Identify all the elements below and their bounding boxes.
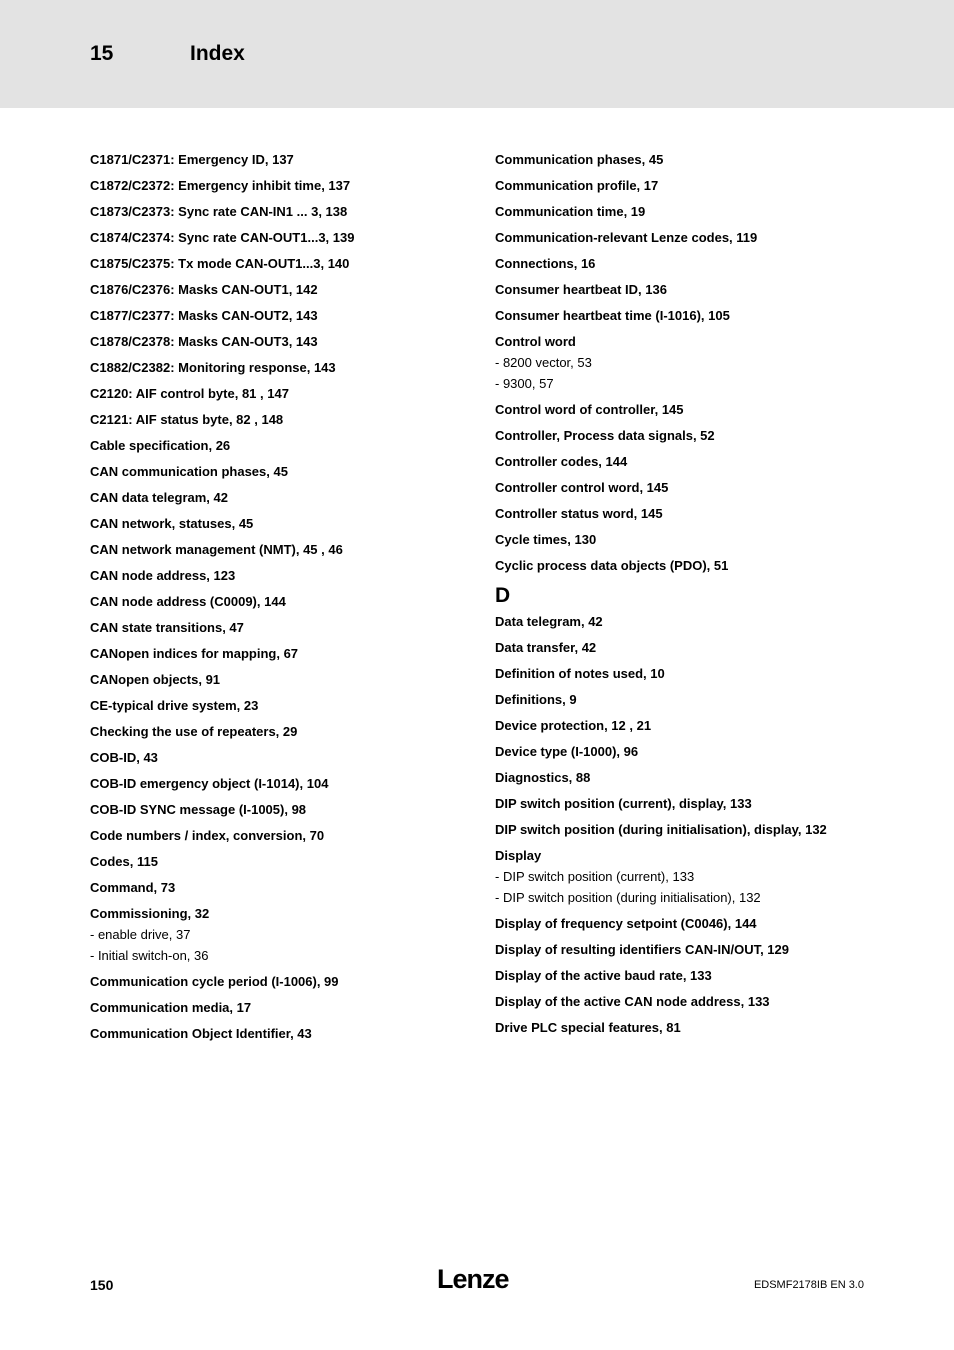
index-entry bbox=[495, 151, 895, 169]
index-entry bbox=[90, 593, 480, 611]
index-entry bbox=[495, 993, 895, 1011]
index-entry-term: C1878/C2378: Masks CAN-OUT3, 143 bbox=[90, 334, 318, 349]
index-entry bbox=[495, 639, 895, 657]
index-subentry: - enable drive, 37 bbox=[90, 927, 191, 942]
index-entry bbox=[495, 1019, 895, 1037]
index-entry bbox=[495, 613, 895, 631]
index-entry bbox=[495, 915, 895, 933]
index-entry-term: Diagnostics, 88 bbox=[495, 770, 591, 785]
index-entry bbox=[90, 333, 480, 351]
index-entry bbox=[495, 255, 895, 273]
index-entry-term: Drive PLC special features, 81 bbox=[495, 1020, 681, 1035]
index-entry-term: DIP switch position (during initialisation), display, 132 bbox=[495, 822, 827, 837]
index-entry-term: Definitions, 9 bbox=[495, 692, 577, 707]
index-entry bbox=[90, 255, 480, 273]
index-entry-term: C2121: AIF status byte, 82 , 148 bbox=[90, 412, 284, 427]
index-column-right bbox=[495, 151, 895, 1045]
index-entry bbox=[495, 743, 895, 761]
index-entry-term: Consumer heartbeat time (I-1016), 105 bbox=[495, 308, 730, 323]
index-entry-term: CAN network, statuses, 45 bbox=[90, 516, 254, 531]
index-entry-term: Display of the active baud rate, 133 bbox=[495, 968, 712, 983]
index-entry-term: Communication time, 19 bbox=[495, 204, 646, 219]
index-group-d bbox=[495, 613, 895, 1037]
index-entry bbox=[90, 619, 480, 637]
index-entry-term: DIP switch position (current), display, 133 bbox=[495, 796, 752, 811]
index-entry bbox=[495, 453, 895, 471]
index-subentry: - DIP switch position (current), 133 bbox=[495, 869, 695, 884]
chapter-number: 15 bbox=[90, 42, 114, 65]
index-entry-term: Control word bbox=[495, 334, 576, 349]
index-entry-term: CANopen indices for mapping, 67 bbox=[90, 646, 299, 661]
index-entry bbox=[90, 151, 480, 169]
index-entry bbox=[90, 541, 480, 559]
index-entry-term: Cyclic process data objects (PDO), 51 bbox=[495, 558, 729, 573]
index-entry bbox=[495, 821, 895, 839]
index-entry-term: Connections, 16 bbox=[495, 256, 596, 271]
index-entry bbox=[90, 775, 480, 793]
index-entry-term: Data transfer, 42 bbox=[495, 640, 597, 655]
index-entry bbox=[90, 567, 480, 585]
index-entry bbox=[90, 307, 480, 325]
index-entry-term: Cycle times, 130 bbox=[495, 532, 597, 547]
index-entry-term: C1877/C2377: Masks CAN-OUT2, 143 bbox=[90, 308, 318, 323]
index-subentry: - 9300, 57 bbox=[495, 376, 554, 391]
index-entry-term: COB-ID emergency object (I-1014), 104 bbox=[90, 776, 329, 791]
index-entry-term: CAN node address (C0009), 144 bbox=[90, 594, 286, 609]
index-entry-term: CAN data telegram, 42 bbox=[90, 490, 228, 505]
index-entry-term: Communication-relevant Lenze codes, 119 bbox=[495, 230, 758, 245]
index-entry-term: Communication media, 17 bbox=[90, 1000, 252, 1015]
index-entry bbox=[90, 437, 480, 455]
index-entry bbox=[90, 1025, 480, 1043]
index-entry bbox=[495, 795, 895, 813]
index-entry-term: Communication cycle period (I-1006), 99 bbox=[90, 974, 339, 989]
index-entry bbox=[90, 281, 480, 299]
index-entry bbox=[90, 359, 480, 377]
document-id: EDSMF2178IB EN 3.0 bbox=[753, 1279, 864, 1291]
index-entry bbox=[90, 489, 480, 507]
index-entry bbox=[495, 203, 895, 221]
index-entry-term: Control word of controller, 145 bbox=[495, 402, 684, 417]
index-entry bbox=[90, 853, 480, 871]
index-entry bbox=[495, 479, 895, 497]
index-entry-term: Controller control word, 145 bbox=[495, 480, 669, 495]
index-entry bbox=[495, 333, 895, 393]
index-entry-term: CAN network management (NMT), 45 , 46 bbox=[90, 542, 343, 557]
index-entry-term: Display bbox=[495, 848, 542, 863]
index-entry-term: Communication profile, 17 bbox=[495, 178, 659, 193]
index-entry-term: Definition of notes used, 10 bbox=[495, 666, 665, 681]
index-entry bbox=[495, 665, 895, 683]
index-entry bbox=[90, 801, 480, 819]
index-entry bbox=[90, 879, 480, 897]
index-entry-term: Communication Object Identifier, 43 bbox=[90, 1026, 312, 1041]
index-entry-term: Command, 73 bbox=[90, 880, 176, 895]
index-entry-term: C1876/C2376: Masks CAN-OUT1, 142 bbox=[90, 282, 318, 297]
index-entry bbox=[90, 177, 480, 195]
index-entry-term: Device protection, 12 , 21 bbox=[495, 718, 652, 733]
index-entry bbox=[495, 557, 895, 575]
index-entry bbox=[90, 749, 480, 767]
index-entry bbox=[90, 463, 480, 481]
index-entry-term: C1871/C2371: Emergency ID, 137 bbox=[90, 152, 294, 167]
index-subentry: - DIP switch position (during initialisation), 132 bbox=[495, 890, 761, 905]
section-letter: D bbox=[495, 584, 511, 607]
index-entry bbox=[495, 769, 895, 787]
index-entry bbox=[90, 999, 480, 1017]
index-entry bbox=[495, 847, 895, 907]
index-entry bbox=[90, 905, 480, 965]
page-number: 150 bbox=[90, 1277, 114, 1293]
index-entry-term: Checking the use of repeaters, 29 bbox=[90, 724, 298, 739]
index-entry-term: C1872/C2372: Emergency inhibit time, 137 bbox=[90, 178, 351, 193]
index-entry bbox=[495, 691, 895, 709]
index-group-c-continued bbox=[495, 151, 895, 575]
index-entry bbox=[495, 177, 895, 195]
index-entry-term: CAN communication phases, 45 bbox=[90, 464, 288, 479]
index-entry bbox=[90, 973, 480, 991]
index-entry bbox=[90, 385, 480, 403]
index-entry bbox=[90, 645, 480, 663]
index-entry-term: Controller status word, 145 bbox=[495, 506, 663, 521]
index-entry-term: Codes, 115 bbox=[90, 854, 158, 869]
index-entry bbox=[495, 531, 895, 549]
index-entry bbox=[495, 281, 895, 299]
index-entry bbox=[90, 229, 480, 247]
index-entry-term: Controller, Process data signals, 52 bbox=[495, 428, 715, 443]
index-entry-term: Device type (I-1000), 96 bbox=[495, 744, 639, 759]
index-entry-term: CAN node address, 123 bbox=[90, 568, 236, 583]
index-entry-term: CE-typical drive system, 23 bbox=[90, 698, 259, 713]
index-entry bbox=[90, 671, 480, 689]
index-entry bbox=[495, 717, 895, 735]
index-entry bbox=[495, 307, 895, 325]
index-entry-term: CAN state transitions, 47 bbox=[90, 620, 244, 635]
index-entry-term: C1874/C2374: Sync rate CAN-OUT1...3, 139 bbox=[90, 230, 355, 245]
index-entry-term: Display of the active CAN node address, 133 bbox=[495, 994, 770, 1009]
index-entry bbox=[90, 697, 480, 715]
index-subentry: - Initial switch-on, 36 bbox=[90, 948, 209, 963]
index-entry bbox=[90, 411, 480, 429]
lenze-logo: Lenze bbox=[437, 1264, 509, 1294]
index-entry-term: Display of resulting identifiers CAN-IN/OUT, 129 bbox=[495, 942, 789, 957]
index-entry bbox=[495, 967, 895, 985]
index-entry bbox=[90, 515, 480, 533]
index-entry bbox=[90, 203, 480, 221]
index-subentry: - 8200 vector, 53 bbox=[495, 355, 592, 370]
index-entry bbox=[495, 229, 895, 247]
index-entry-term: C1882/C2382: Monitoring response, 143 bbox=[90, 360, 336, 375]
index-entry-term: Display of frequency setpoint (C0046), 144 bbox=[495, 916, 757, 931]
index-entry-term: Consumer heartbeat ID, 136 bbox=[495, 282, 667, 297]
index-column-left bbox=[90, 151, 480, 1051]
index-entry bbox=[495, 427, 895, 445]
index-entry-term: Cable specification, 26 bbox=[90, 438, 231, 453]
index-entry-term: Data telegram, 42 bbox=[495, 614, 603, 629]
chapter-title: Index bbox=[190, 42, 245, 65]
index-entry-term: Communication phases, 45 bbox=[495, 152, 664, 167]
header-band bbox=[0, 0, 954, 108]
index-entry bbox=[495, 505, 895, 523]
index-entry-term: COB-ID, 43 bbox=[90, 750, 158, 765]
index-entry-term: C2120: AIF control byte, 81 , 147 bbox=[90, 386, 289, 401]
index-entry bbox=[90, 827, 480, 845]
index-entry bbox=[495, 401, 895, 419]
index-entry bbox=[495, 941, 895, 959]
index-entry-term: C1873/C2373: Sync rate CAN-IN1 ... 3, 138 bbox=[90, 204, 348, 219]
index-entry bbox=[90, 723, 480, 741]
index-entry-term: Code numbers / index, conversion, 70 bbox=[90, 828, 325, 843]
index-entry-term: Controller codes, 144 bbox=[495, 454, 628, 469]
index-entry-term: C1875/C2375: Tx mode CAN-OUT1...3, 140 bbox=[90, 256, 350, 271]
index-entry-term: Commissioning, 32 bbox=[90, 906, 210, 921]
index-entry-term: COB-ID SYNC message (I-1005), 98 bbox=[90, 802, 307, 817]
index-entry-term: CANopen objects, 91 bbox=[90, 672, 221, 687]
